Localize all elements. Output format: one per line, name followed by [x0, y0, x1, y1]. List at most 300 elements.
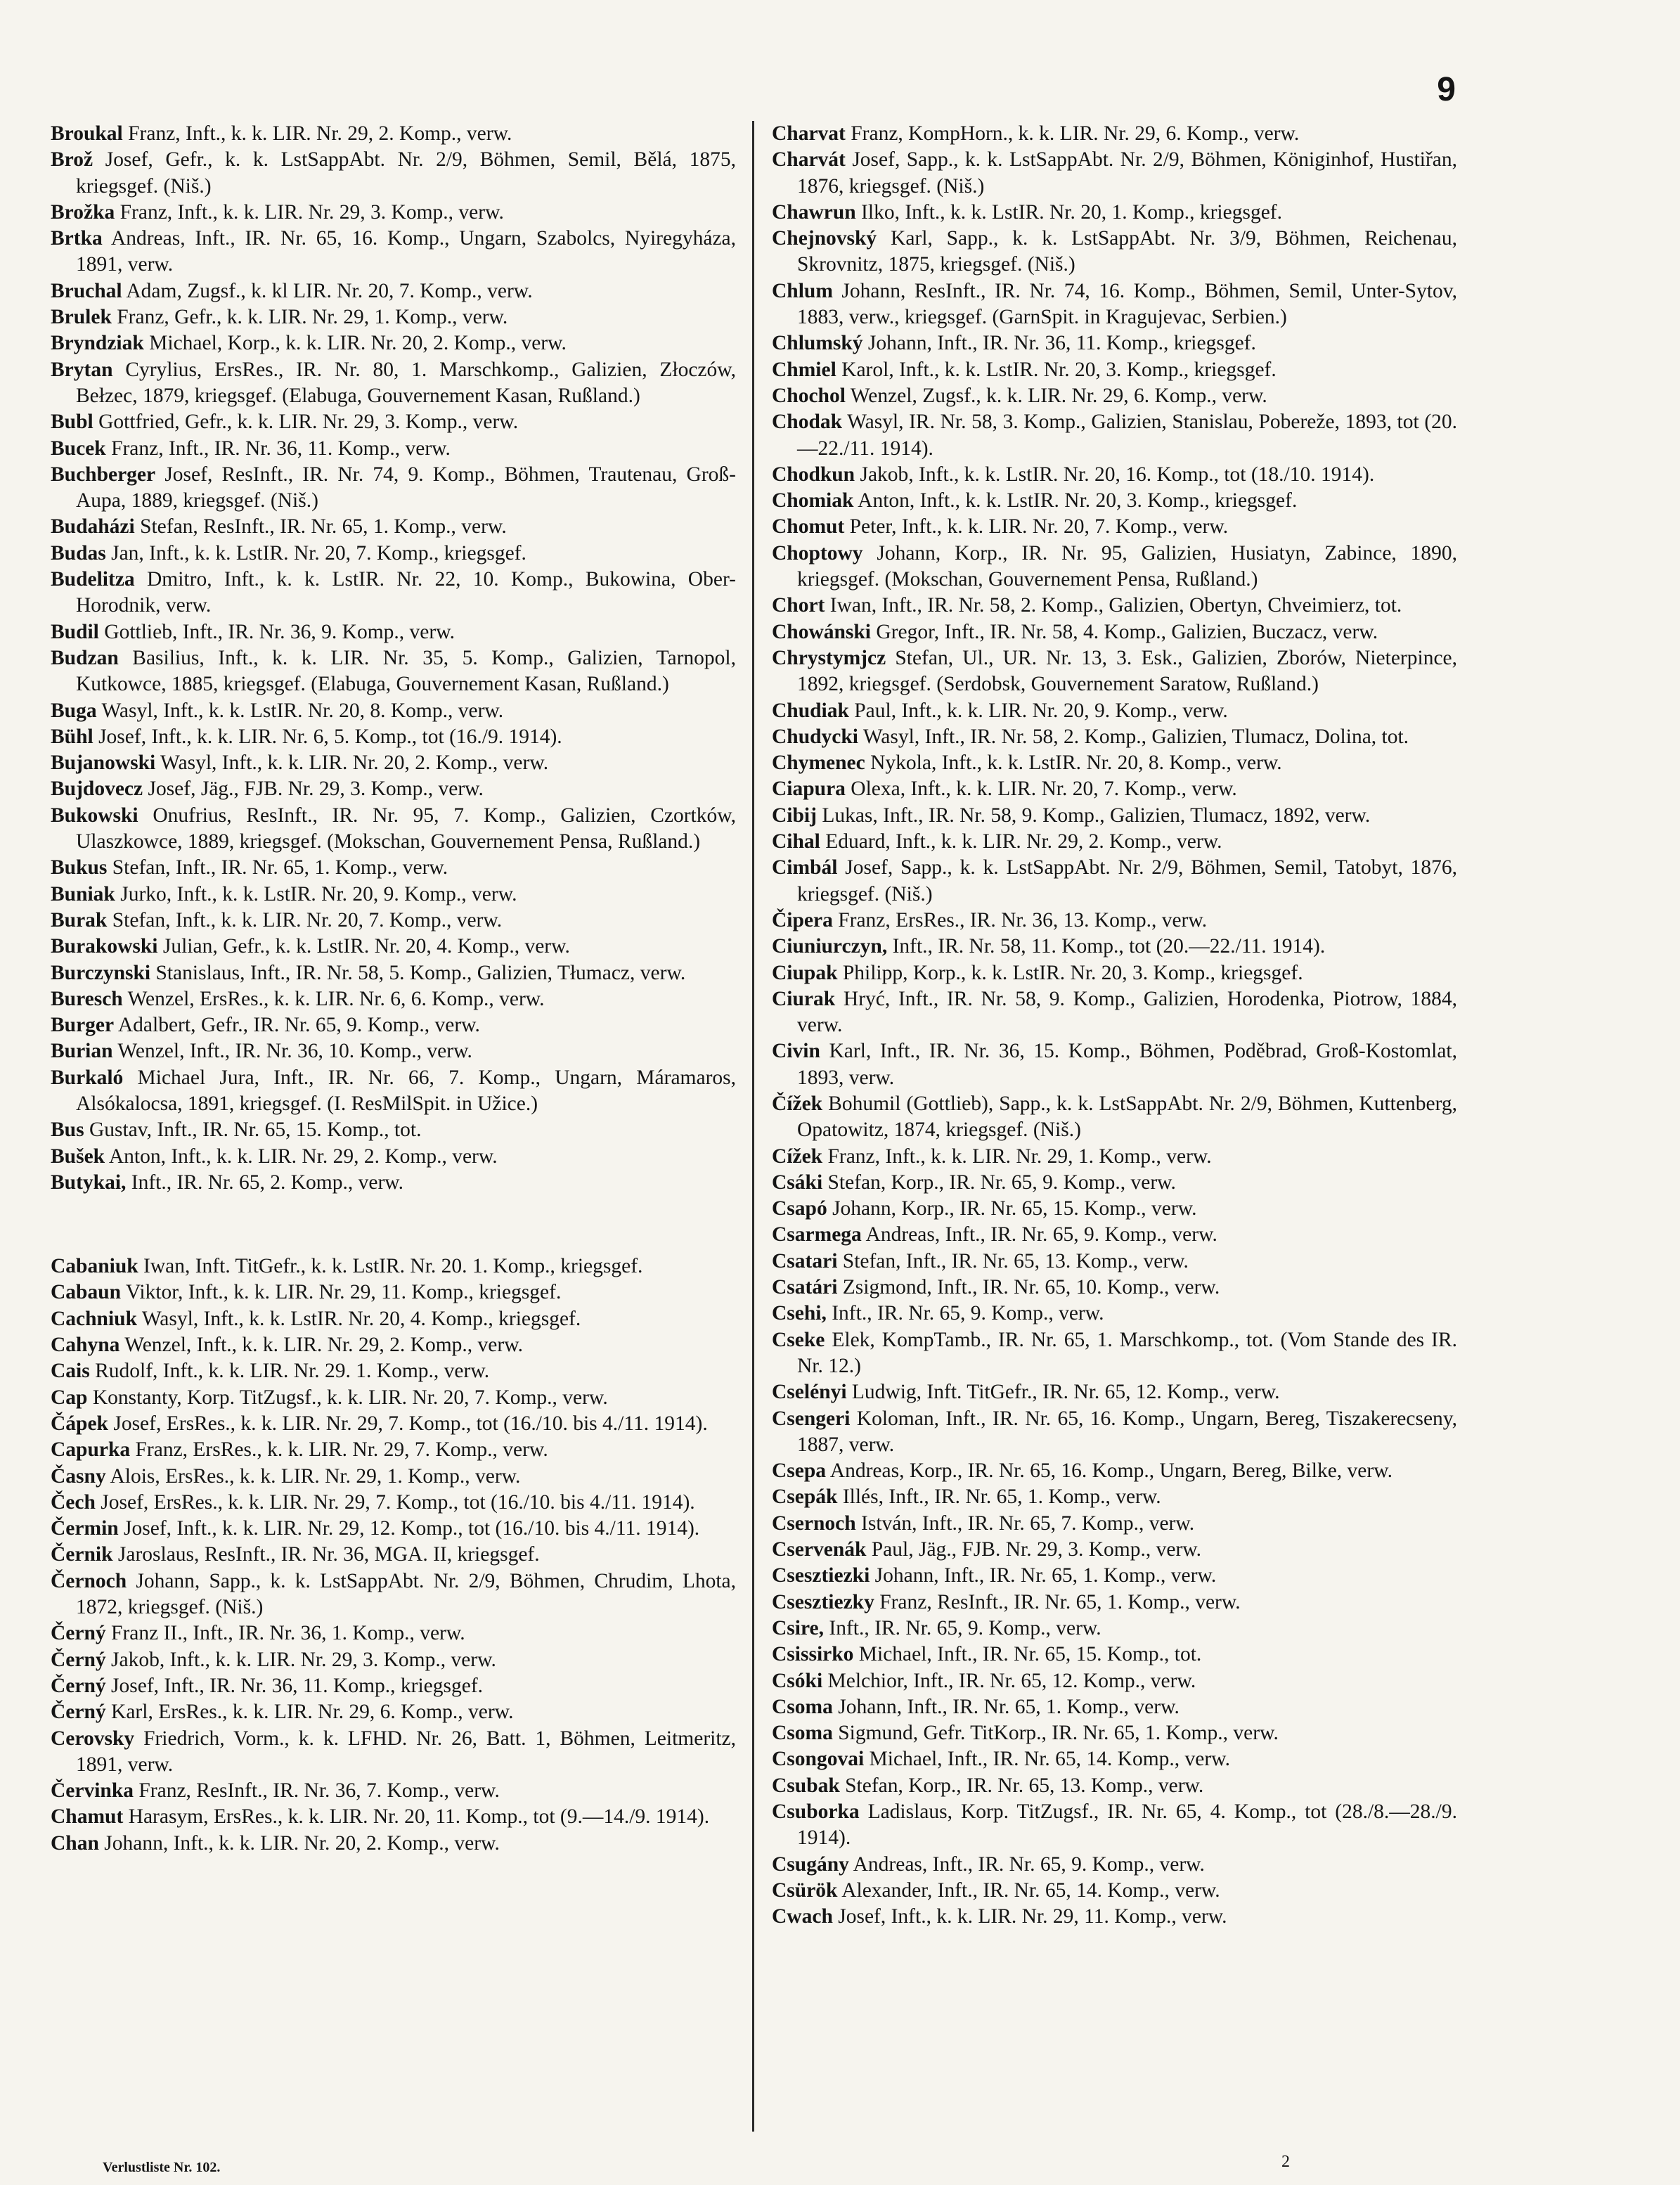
entry-details: Johann, ResInft., IR. Nr. 74, 16. Komp., Böhmen, Semil, Unter-Sytov, 1883, verw., kriegsgef. (GarnSpit. in Kragujevac, Serbien.) [797, 279, 1457, 329]
entry-surname: Capurka [51, 1438, 131, 1462]
entry-surname: Černý [51, 1622, 106, 1645]
list-entry [772, 724, 1457, 750]
list-entry [772, 1694, 1457, 1720]
entry-surname: Červinka [51, 1779, 134, 1803]
entry-details: Wenzel, ErsRes., k. k. LIR. Nr. 6, 6. Komp., verw. [127, 987, 545, 1010]
list-entry [772, 1773, 1457, 1799]
entry-surname: Chomiak [772, 489, 854, 513]
entry-surname: Brožka [51, 200, 115, 224]
entry-surname: Chodkun [772, 463, 855, 486]
entry-details: Stefan, Korp., IR. Nr. 65, 13. Komp., verw. [845, 1774, 1204, 1797]
list-entry [772, 803, 1457, 829]
entry-surname: Broukal [51, 122, 123, 145]
list-entry [51, 1542, 736, 1568]
entry-details: Ludwig, Inft. TitGefr., IR. Nr. 65, 12. Komp., verw. [851, 1381, 1280, 1404]
list-entry [772, 121, 1457, 147]
entry-surname: Burak [51, 908, 108, 932]
list-entry [51, 1012, 736, 1038]
entry-details: Adalbert, Gefr., IR. Nr. 65, 9. Komp., verw. [117, 1014, 480, 1037]
list-entry [51, 1568, 736, 1621]
list-entry [772, 855, 1457, 908]
list-entry [51, 1437, 736, 1463]
entry-details: Franz, Gefr., k. k. LIR. Nr. 29, 1. Komp., verw. [117, 306, 508, 329]
list-entry [772, 488, 1457, 514]
entry-details: Franz, ResInft., IR. Nr. 36, 7. Komp., verw. [138, 1779, 500, 1803]
entry-surname: Burger [51, 1014, 115, 1037]
entry-surname: Cservenák [772, 1538, 867, 1561]
list-entry [51, 1620, 736, 1646]
list-entry [51, 226, 736, 278]
entry-surname: Cap [51, 1386, 88, 1409]
list-entry [51, 1170, 736, 1196]
entry-details: Stefan, Inft., k. k. LIR. Nr. 20, 7. Komp., verw. [112, 908, 503, 932]
entry-details: Josef, Gefr., k. k. LstSappAbt. Nr. 2/9, Böhmen, Semil, Bělá, 1875, kriegsgef. (Niš.) [76, 148, 736, 198]
entry-details: Stefan, Korp., IR. Nr. 65, 9. Komp., verw. [827, 1171, 1176, 1194]
entry-surname: Bujanowski [51, 752, 156, 775]
list-entry [51, 1647, 736, 1673]
entry-details: Franz, ErsRes., k. k. LIR. Nr. 29, 7. Komp., verw. [135, 1438, 548, 1462]
entry-surname: Černý [51, 1674, 106, 1697]
entry-surname: Chan [51, 1831, 99, 1855]
list-entry [772, 1799, 1457, 1852]
entry-details: Wasyl, IR. Nr. 58, 3. Komp., Galizien, Stanislau, Pobereže, 1893, tot (20.—22./11. 1914). [797, 411, 1458, 460]
entry-surname: Csarmega [772, 1223, 862, 1246]
entry-details: Karl, Inft., IR. Nr. 36, 15. Komp., Böhmen, Poděbrad, Groß-Kostomlat, 1893, verw. [797, 1040, 1458, 1089]
list-entry [772, 986, 1457, 1039]
entry-surname: Čipera [772, 908, 833, 932]
list-entry [51, 934, 736, 960]
entry-surname: Csesztiezky [772, 1590, 874, 1613]
list-entry [772, 934, 1457, 960]
entry-details: Onufrius, ResInft., IR. Nr. 95, 7. Komp., Galizien, Czortków, Ulaszkowce, 1889, kriegsgef. (Mokschan, Gouvernement Pensa, Rußland.) [76, 804, 736, 853]
list-entry [51, 200, 736, 226]
entry-surname: Cimbál [772, 856, 838, 879]
entry-details: Michael Jura, Inft., IR. Nr. 66, 7. Komp., Ungarn, Máramaros, Alsókalocsa, 1891, kriegsgef. (I. ResMilSpit. in Užice.) [76, 1066, 737, 1115]
list-entry [51, 1699, 736, 1725]
entry-surname: Brtka [51, 227, 103, 250]
list-entry [51, 750, 736, 776]
entry-surname: Chowánski [772, 620, 872, 643]
entry-details: Josef, Sapp., k. k. LstSappAbt. Nr. 2/9, Böhmen, Semil, Tatobyt, 1876, kriegsgef. (Niš.) [797, 856, 1457, 905]
list-entry [772, 1301, 1457, 1327]
section-gap [51, 1196, 736, 1253]
list-entry [772, 541, 1457, 593]
entry-details: Bohumil (Gottlieb), Sapp., k. k. LstSappAbt. Nr. 2/9, Böhmen, Kuttenberg, Opatowitz, 1874, kriegsgef. (Niš.) [797, 1092, 1457, 1142]
entry-surname: Csóki [772, 1669, 823, 1692]
list-entry [772, 278, 1457, 331]
list-entry [51, 1306, 736, 1332]
entry-details: Franz, ResInft., IR. Nr. 65, 1. Komp., verw. [879, 1590, 1241, 1613]
list-entry [772, 1537, 1457, 1563]
list-entry [772, 619, 1457, 645]
entry-surname: Bušek [51, 1145, 105, 1168]
list-entry [51, 803, 736, 856]
list-entry [51, 1726, 736, 1779]
entry-surname: Csürök [772, 1878, 838, 1902]
entry-surname: Bukus [51, 856, 108, 879]
entry-details: Nykola, Inft., k. k. LstIR. Nr. 20, 8. Komp., verw. [870, 752, 1282, 775]
entry-details: Viktor, Inft., k. k. LIR. Nr. 29, 11. Komp., kriegsgef. [125, 1281, 562, 1304]
entry-surname: Buniak [51, 882, 115, 905]
entry-surname: Cachniuk [51, 1307, 137, 1330]
entry-details: Jurko, Inft., k. k. LstIR. Nr. 20, 9. Komp., verw. [120, 882, 517, 905]
entry-details: Jan, Inft., k. k. LstIR. Nr. 20, 7. Komp., kriegsgef. [111, 541, 526, 565]
entry-details: Josef, Inft., k. k. LIR. Nr. 29, 12. Komp., tot (16./10. bis 4./11. 1914). [124, 1517, 700, 1540]
entry-details: Josef, ErsRes., k. k. LIR. Nr. 29, 7. Komp., tot (16./10. bis 4./11. 1914). [101, 1490, 695, 1514]
entry-surname: Csapó [772, 1197, 827, 1220]
list-entry [772, 1144, 1457, 1170]
entry-surname: Csernoch [772, 1512, 856, 1535]
entry-surname: Burkaló [51, 1066, 124, 1089]
entry-details: Alexander, Inft., IR. Nr. 65, 14. Komp., verw. [841, 1878, 1220, 1902]
entry-surname: Chomut [772, 515, 845, 539]
list-entry [772, 147, 1457, 200]
entry-details: Eduard, Inft., k. k. LIR. Nr. 29, 2. Komp., verw. [825, 830, 1222, 853]
entry-details: Andreas, Korp., IR. Nr. 65, 16. Komp., Ungarn, Bereg, Bilke, verw. [829, 1459, 1393, 1483]
list-entry [772, 1406, 1457, 1459]
list-entry [772, 698, 1457, 724]
entry-details: Zsigmond, Inft., IR. Nr. 65, 10. Komp., verw. [842, 1276, 1220, 1299]
entry-details: Franz, KompHorn., k. k. LIR. Nr. 29, 6. Komp., verw. [851, 122, 1300, 145]
entry-details: Andreas, Inft., IR. Nr. 65, 9. Komp., verw. [865, 1223, 1217, 1246]
entry-surname: Chamut [51, 1805, 124, 1829]
entry-surname: Ciuniurczyn, [772, 935, 888, 958]
list-entry [772, 750, 1457, 776]
list-entry [51, 698, 736, 724]
entry-details: Melchior, Inft., IR. Nr. 65, 12. Komp., verw. [827, 1669, 1196, 1692]
list-entry [51, 1358, 736, 1384]
entry-surname: Csatari [772, 1249, 838, 1272]
entry-surname: Burakowski [51, 935, 158, 958]
list-entry [51, 1253, 736, 1280]
entry-surname: Brytan [51, 358, 113, 381]
entry-surname: Cseke [772, 1328, 825, 1351]
list-entry [772, 226, 1457, 278]
entry-surname: Choptowy [772, 541, 863, 565]
entry-details: Franz II., Inft., IR. Nr. 36, 1. Komp., verw. [111, 1622, 465, 1645]
entry-surname: Cibij [772, 804, 817, 827]
entry-surname: Csissirko [772, 1643, 854, 1666]
entry-surname: Csepa [772, 1459, 827, 1483]
entry-surname: Bujdovecz [51, 778, 143, 801]
entry-details: Olexa, Inft., k. k. LIR. Nr. 20, 7. Komp., verw. [851, 778, 1237, 801]
entry-details: Wasyl, Inft., k. k. LIR. Nr. 20, 2. Komp., verw. [160, 752, 549, 775]
list-entry [772, 1379, 1457, 1405]
entry-surname: Buga [51, 699, 97, 722]
entry-surname: Chlum [772, 279, 833, 302]
entry-surname: Bus [51, 1119, 84, 1142]
list-entry [51, 960, 736, 986]
list-entry [51, 1804, 736, 1830]
entry-surname: Chejnovský [772, 227, 877, 250]
entry-details: Iwan, Inft., IR. Nr. 58, 2. Komp., Galizien, Obertyn, Chveimierz, tot. [829, 594, 1402, 617]
entry-details: Paul, Jäg., FJB. Nr. 29, 3. Komp., verw. [871, 1538, 1202, 1561]
entry-details: Andreas, Inft., IR. Nr. 65, 9. Komp., verw. [853, 1852, 1205, 1876]
list-entry [51, 357, 736, 410]
entry-surname: Čížek [772, 1092, 823, 1115]
entry-surname: Cížek [772, 1145, 823, 1168]
entry-surname: Csáki [772, 1171, 823, 1194]
list-entry [772, 1511, 1457, 1537]
entry-surname: Burian [51, 1040, 113, 1063]
entry-surname: Csesztiezki [772, 1564, 870, 1587]
entry-surname: Chudycki [772, 725, 858, 748]
entry-details: Anton, Inft., k. k. LstIR. Nr. 20, 3. Komp., kriegsgef. [858, 489, 1298, 513]
entry-surname: Bukowski [51, 804, 138, 827]
list-entry [772, 1642, 1457, 1668]
list-entry [772, 1904, 1457, 1930]
entry-surname: Csoma [772, 1695, 833, 1718]
entry-details: Johann, Sapp., k. k. LstSappAbt. Nr. 2/9, Böhmen, Chrudim, Lhota, 1872, kriegsgef. (Niš.) [76, 1569, 736, 1619]
entry-details: Johann, Korp., IR. Nr. 65, 15. Komp., verw. [832, 1197, 1197, 1220]
entry-surname: Cselényi [772, 1381, 847, 1404]
entry-details: Hryć, Inft., IR. Nr. 58, 9. Komp., Galizien, Horodenka, Piotrow, 1884, verw. [797, 987, 1458, 1037]
entry-details: Johann, Inft., k. k. LIR. Nr. 20, 2. Komp., verw. [104, 1831, 500, 1855]
entry-details: Johann, Inft., IR. Nr. 65, 1. Komp., verw. [838, 1695, 1180, 1718]
entry-details: Wenzel, Inft., IR. Nr. 36, 10. Komp., verw. [117, 1040, 472, 1063]
entry-details: Josef, Inft., k. k. LIR. Nr. 29, 11. Komp., verw. [838, 1905, 1227, 1928]
entry-details: Iwan, Inft. TitGefr., k. k. LstIR. Nr. 20. 1. Komp., kriegsgef. [143, 1255, 643, 1278]
footer-signature-number: 2 [1281, 2153, 1290, 2171]
list-entry [772, 462, 1457, 488]
list-entry [772, 829, 1457, 855]
entry-surname: Csubak [772, 1774, 840, 1797]
list-entry [51, 409, 736, 435]
list-entry [772, 1091, 1457, 1144]
entry-surname: Civin [772, 1040, 820, 1063]
entry-surname: Chochol [772, 384, 846, 407]
entry-surname: Charvát [772, 148, 846, 172]
entry-surname: Budas [51, 541, 106, 565]
entry-details: Peter, Inft., k. k. LIR. Nr. 20, 7. Komp., verw. [849, 515, 1229, 539]
list-entry [772, 908, 1457, 934]
entry-details: Karol, Inft., k. k. LstIR. Nr. 20, 3. Komp., kriegsgef. [841, 358, 1277, 381]
list-entry [772, 1878, 1457, 1904]
entry-surname: Cais [51, 1360, 90, 1383]
entry-details: Cyrylius, ErsRes., IR. Nr. 80, 1. Marschkomp., Galizien, Złoczów, Bełzec, 1879, kriegsgef. (Elabuga, Gouvernement Kasan, Rußland.) [76, 358, 737, 407]
entry-surname: Butykai, [51, 1171, 127, 1194]
entry-details: Karl, Sapp., k. k. LstSappAbt. Nr. 3/9, Böhmen, Reichenau, Skrovnitz, 1875, kriegsgef. (Niš.) [797, 227, 1457, 276]
entry-surname: Bühl [51, 725, 93, 748]
entry-details: Rudolf, Inft., k. k. LIR. Nr. 29. 1. Komp., verw. [95, 1360, 490, 1383]
list-entry [51, 1831, 736, 1857]
entry-details: Dmitro, Inft., k. k. LstIR. Nr. 22, 10. Komp., Bukowina, Ober-Horodnik, verw. [76, 568, 736, 617]
list-entry [51, 1778, 736, 1804]
entry-surname: Csatári [772, 1276, 838, 1299]
list-entry [772, 1038, 1457, 1091]
list-entry [51, 645, 736, 698]
list-entry [51, 1411, 736, 1437]
list-entry [51, 330, 736, 356]
entry-surname: Čech [51, 1490, 96, 1514]
list-entry [51, 776, 736, 802]
entry-surname: Čápek [51, 1412, 108, 1435]
entry-surname: Ciupak [772, 961, 838, 984]
entry-surname: Bubl [51, 411, 93, 434]
entry-details: Inft., IR. Nr. 65, 2. Komp., verw. [131, 1171, 404, 1194]
list-entry [772, 1563, 1457, 1589]
entry-details: Adam, Zugsf., k. kl LIR. Nr. 20, 7. Komp., verw. [126, 279, 533, 302]
entry-surname: Burczynski [51, 961, 151, 984]
list-entry [772, 1720, 1457, 1746]
list-entry [51, 121, 736, 147]
list-entry [772, 514, 1457, 540]
list-entry [772, 1222, 1457, 1248]
entry-surname: Csepák [772, 1485, 838, 1509]
list-entry [772, 1458, 1457, 1484]
entry-surname: Brož [51, 148, 93, 172]
list-entry [772, 1196, 1457, 1222]
entry-surname: Csehi, [772, 1302, 827, 1325]
list-entry [772, 1249, 1457, 1275]
column-divider [752, 121, 754, 2132]
entry-surname: Budzan [51, 646, 119, 669]
entry-details: Wasyl, Inft., IR. Nr. 58, 2. Komp., Galizien, Tlumacz, Dolina, tot. [862, 725, 1409, 748]
list-entry [51, 908, 736, 934]
entry-details: Alois, ErsRes., k. k. LIR. Nr. 29, 1. Komp., verw. [110, 1464, 521, 1488]
left-column [51, 121, 736, 1857]
entry-details: Josef, Inft., k. k. LIR. Nr. 6, 5. Komp., tot (16./9. 1914). [98, 725, 562, 748]
entry-surname: Cihal [772, 830, 820, 853]
entry-details: Franz, Inft., IR. Nr. 36, 11. Komp., verw. [111, 437, 451, 460]
entry-details: Johann, Korp., IR. Nr. 95, Galizien, Husiatyn, Zabince, 1890, kriegsgef. (Mokschan, Gouvernement Pensa, Rußland.) [797, 541, 1458, 591]
list-entry [772, 645, 1457, 698]
entry-details: Elek, KompTamb., IR. Nr. 65, 1. Marschkomp., tot. (Vom Stande des IR. Nr. 12.) [797, 1328, 1457, 1377]
entry-surname: Csuborka [772, 1800, 860, 1823]
entry-surname: Časny [51, 1464, 106, 1488]
entry-surname: Cerovsky [51, 1727, 135, 1750]
entry-surname: Csugány [772, 1852, 849, 1876]
entry-details: Wasyl, Inft., k. k. LstIR. Nr. 20, 4. Komp., kriegsgef. [141, 1307, 581, 1330]
entry-details: Michael, Korp., k. k. LIR. Nr. 20, 2. Komp., verw. [149, 332, 567, 355]
list-entry [51, 304, 736, 330]
entry-details: Franz, Inft., k. k. LIR. Nr. 29, 1. Komp., verw. [827, 1145, 1212, 1168]
entry-surname: Bucek [51, 437, 106, 460]
list-entry [772, 1852, 1457, 1878]
entry-surname: Ciapura [772, 778, 846, 801]
entry-surname: Chodak [772, 411, 843, 434]
entry-details: Jakob, Inft., k. k. LIR. Nr. 29, 3. Komp., verw. [111, 1648, 496, 1671]
list-entry [51, 986, 736, 1012]
entry-details: István, Inft., IR. Nr. 65, 7. Komp., verw. [861, 1512, 1195, 1535]
list-entry [772, 1327, 1457, 1380]
entry-surname: Bryndziak [51, 332, 144, 355]
list-entry [51, 1117, 736, 1143]
entry-surname: Budil [51, 620, 99, 643]
entry-surname: Cahyna [51, 1334, 120, 1357]
entry-details: Inft., IR. Nr. 58, 11. Komp., tot (20.—22./11. 1914). [892, 935, 1326, 958]
entry-surname: Chlumský [772, 332, 863, 355]
entry-surname: Budelitza [51, 568, 135, 591]
entry-details: Friedrich, Vorm., k. k. LFHD. Nr. 26, Batt. 1, Böhmen, Leitmeritz, 1891, verw. [76, 1727, 737, 1776]
entry-surname: Černoch [51, 1569, 127, 1592]
entry-surname: Bruchal [51, 279, 122, 302]
list-entry [772, 1170, 1457, 1196]
entry-surname: Chymenec [772, 752, 865, 775]
entry-surname: Cwach [772, 1905, 833, 1928]
list-entry [51, 514, 736, 540]
entry-details: Michael, Inft., IR. Nr. 65, 15. Komp., tot. [858, 1643, 1202, 1666]
entry-details: Wenzel, Inft., k. k. LIR. Nr. 29, 2. Komp., verw. [124, 1334, 523, 1357]
entry-details: Stanislaus, Inft., IR. Nr. 58, 5. Komp., Galizien, Tłumacz, verw. [155, 961, 686, 984]
entry-details: Basilius, Inft., k. k. LIR. Nr. 35, 5. Komp., Galizien, Tarnopol, Kutkowce, 1885, kriegsgef. (Elabuga, Gouvernement Kasan, Rußland.) [76, 646, 736, 696]
list-entry [772, 1484, 1457, 1510]
entry-details: Illés, Inft., IR. Nr. 65, 1. Komp., verw. [842, 1485, 1161, 1509]
list-entry [51, 1144, 736, 1170]
list-entry [51, 1673, 736, 1699]
entry-details: Michael, Inft., IR. Nr. 65, 14. Komp., verw. [869, 1748, 1230, 1771]
list-entry [51, 882, 736, 908]
entry-details: Stefan, Ul., UR. Nr. 13, 3. Esk., Galizien, Zborów, Nieterpince, 1892, kriegsgef. (Serdobsk, Gouvernement Saratow, Rußland.) [797, 646, 1458, 696]
entry-details: Stefan, Inft., IR. Nr. 65, 13. Komp., verw. [842, 1249, 1189, 1272]
entry-details: Johann, Inft., IR. Nr. 65, 1. Komp., verw. [874, 1564, 1217, 1587]
entry-surname: Csoma [772, 1722, 833, 1745]
list-entry [772, 357, 1457, 383]
list-entry [772, 1746, 1457, 1772]
list-entry [51, 1464, 736, 1490]
list-entry [772, 960, 1457, 986]
entry-details: Paul, Inft., k. k. LIR. Nr. 20, 9. Komp., verw. [854, 699, 1228, 722]
list-entry [772, 1616, 1457, 1642]
list-entry [51, 1490, 736, 1516]
page-number: 9 [1437, 71, 1456, 108]
entry-surname: Chmiel [772, 358, 836, 381]
entry-details: Anton, Inft., k. k. LIR. Nr. 29, 2. Komp., verw. [108, 1145, 498, 1168]
entry-details: Gottfried, Gefr., k. k. LIR. Nr. 29, 3. Komp., verw. [98, 411, 519, 434]
list-entry [51, 541, 736, 567]
list-entry [51, 724, 736, 750]
entry-details: Sigmund, Gefr. TitKorp., IR. Nr. 65, 1. Komp., verw. [838, 1722, 1279, 1745]
entry-details: Josef, Jäg., FJB. Nr. 29, 3. Komp., verw. [148, 778, 484, 801]
entry-surname: Cabaniuk [51, 1255, 138, 1278]
entry-surname: Černý [51, 1648, 106, 1671]
list-entry [51, 855, 736, 881]
entry-details: Wenzel, Zugsf., k. k. LIR. Nr. 29, 6. Komp., verw. [850, 384, 1267, 407]
list-entry [772, 776, 1457, 802]
right-column [772, 121, 1457, 1930]
entry-details: Josef, ErsRes., k. k. LIR. Nr. 29, 7. Komp., tot (16./10. bis 4./11. 1914). [113, 1412, 708, 1435]
entry-details: Lukas, Inft., IR. Nr. 58, 9. Komp., Galizien, Tlumacz, 1892, verw. [822, 804, 1371, 827]
list-entry [51, 1385, 736, 1411]
entry-surname: Csongovai [772, 1748, 865, 1771]
entry-details: Johann, Inft., IR. Nr. 36, 11. Komp., kriegsgef. [867, 332, 1256, 355]
entry-surname: Chudiak [772, 699, 849, 722]
entry-details: Jakob, Inft., k. k. LstIR. Nr. 20, 16. Komp., tot (18./10. 1914). [860, 463, 1375, 486]
entry-details: Julian, Gefr., k. k. LstIR. Nr. 20, 4. Komp., verw. [162, 935, 570, 958]
list-entry [772, 330, 1457, 356]
list-entry [772, 383, 1457, 409]
entry-surname: Charvat [772, 122, 846, 145]
list-entry [51, 1065, 736, 1118]
entry-surname: Csengeri [772, 1407, 851, 1430]
list-entry [51, 147, 736, 200]
entry-details: Philipp, Korp., k. k. LstIR. Nr. 20, 3. Komp., kriegsgef. [842, 961, 1303, 984]
entry-surname: Černik [51, 1543, 113, 1566]
entry-details: Josef, ResInft., IR. Nr. 74, 9. Komp., Böhmen, Trautenau, Groß-Aupa, 1889, kriegsgef. (Niš.) [76, 463, 736, 513]
entry-details: Ilko, Inft., k. k. LstIR. Nr. 20, 1. Komp., kriegsgef. [861, 200, 1282, 224]
entry-details: Andreas, Inft., IR. Nr. 65, 16. Komp., Ungarn, Szabolcs, Nyiregyháza, 1891, verw. [76, 227, 737, 276]
list-entry [51, 278, 736, 304]
footer-list-number: Verlustliste Nr. 102. [103, 2160, 221, 2175]
list-entry [51, 436, 736, 462]
entry-surname: Čermin [51, 1517, 119, 1540]
entry-details: Gustav, Inft., IR. Nr. 65, 15. Komp., tot. [89, 1119, 422, 1142]
entry-surname: Buchberger [51, 463, 156, 486]
entry-surname: Buresch [51, 987, 123, 1010]
entry-details: Stefan, ResInft., IR. Nr. 65, 1. Komp., verw. [140, 515, 507, 539]
entry-surname: Chort [772, 594, 825, 617]
entry-surname: Černý [51, 1701, 106, 1724]
